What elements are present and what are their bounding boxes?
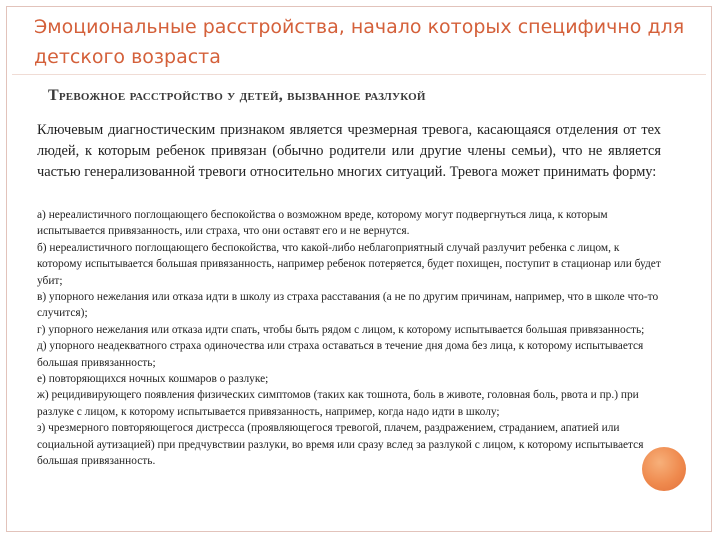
lead-paragraph: Ключевым диагностическим признаком является чрезмерная тревога, касающаяся отделения от тех людей, к которым ребенок привязан (обычно родители или другие члены семьи), что не является частью генерализованной тревоги относительно многих ситуаций. Тревога может принимать форму: <box>37 122 661 180</box>
slide-title: Эмоциональные расстройства, начало которых специфично для детского возраста <box>34 16 685 68</box>
list-item: в) упорного нежелания или отказа идти в школу из страха расставания (а не по другим причинам, например, что в школе что-то случится); <box>37 291 659 320</box>
section-subtitle: Тревожное расстройство у детей, вызванное разлукой <box>48 87 426 104</box>
list-item: ж) рецидивирующего появления физических симптомов (таких как тошнота, боль в животе, головная боль, рвота и пр.) при разлуке с лицом, к которому испытывается привязанность, например, когда надо идти в школу; <box>37 389 639 418</box>
title-divider <box>12 74 706 75</box>
forms-list <box>37 207 661 470</box>
list-item: г) упорного нежелания или отказа идти спать, чтобы быть рядом с лицом, к которому испытывается большая привязанность; <box>37 323 645 336</box>
list-item: б) нереалистичного поглощающего беспокойства, что какой-либо неблагоприятный случай разлучит ребенка с лицом, к которому испытывается большая привязанность, например ребенок потеряется, будет похищен, поступит в стационар или будет убит; <box>37 241 661 287</box>
list-item: а) нереалистичного поглощающего беспокойства о возможном вреде, которому могут подвергнуться лица, к которым испытывается привязанность, или страха, что они оставят его и не вернутся. <box>37 209 608 238</box>
list-item: е) повторяющихся ночных кошмаров о разлуке; <box>37 373 269 386</box>
decorative-orb <box>642 447 686 491</box>
list-item: з) чрезмерного повторяющегося дистресса (проявляющегося тревогой, плачем, раздражением, страданием, апатией или социальной аутизацией) при предчувствии разлуки, во время или сразу вслед за разлукой с лицом, к которому испытывается большая привязанность. <box>37 422 644 468</box>
list-item: д) упорного неадекватного страха одиночества или страха оставаться в течение дня дома без лица, к которому испытывается большая привязанность; <box>37 340 644 369</box>
